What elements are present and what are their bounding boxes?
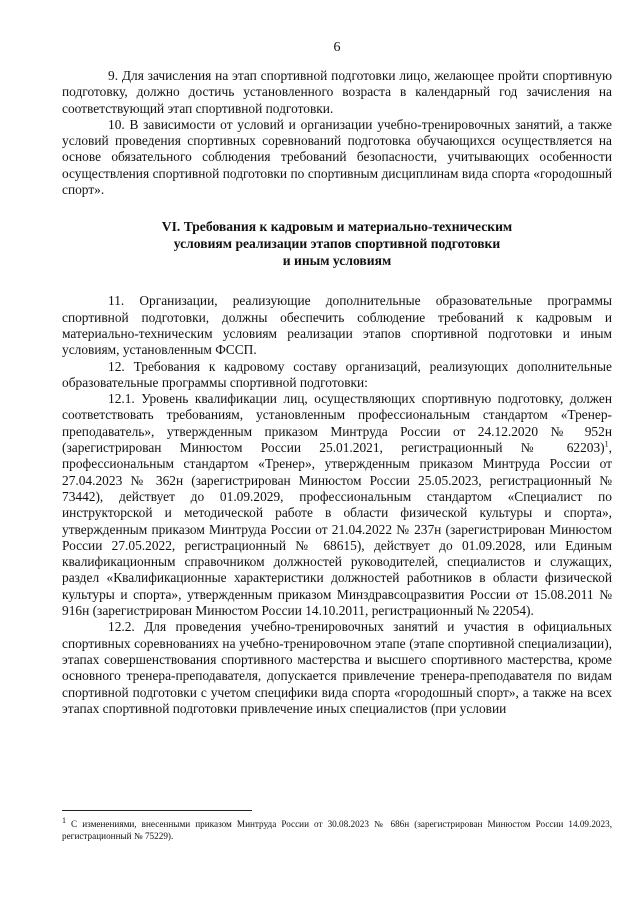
- footnote-text: С изменениями, внесенными приказом Минтруда России от 30.08.2023 № 686н (зарегистрирован Минюстом России 14.09.2023, регистрационный № 75229).: [62, 819, 612, 841]
- paragraph-10: 10. В зависимости от условий и организации учебно-тренировочных занятий, а также условий проведения спортивных соревнований подготовка обучающихся осуществляется на основе обязательного соблюдения требований безопасности, учитывающих особенности осуществления спортивной подготовки по спортивным дисциплинам вида спорта «городошный спорт».: [62, 116, 612, 198]
- paragraph-12-1-text-a: 12.1. Уровень квалификации лиц, осуществляющих спортивную подготовку, должен соответствовать требованиям, установленным профессиональным стандартом «Тренер-преподаватель», утвержденным приказом Минтруда России от 24.12.2020 № 952н (зарегистрирован Минюстом России 25.01.2021, регистрационный № 62203): [62, 391, 612, 456]
- footnote: [62, 815, 612, 842]
- paragraph-12: 12. Требования к кадровому составу организаций, реализующих дополнительные образовательные программы спортивной подготовки:: [62, 358, 612, 390]
- paragraph-9: 9. Для зачисления на этап спортивной подготовки лицо, желающее пройти спортивную подготовку, должно достичь установленного возраста в календарный год зачисления на соответствующий этап спортивной подготовки.: [62, 68, 612, 116]
- section-heading: [62, 218, 612, 269]
- paragraph-11: 11. Организации, реализующие дополнительные образовательные программы спортивной подготовки, должны обеспечить соблюдение требований к кадровым и материально-техническим условиям реализации этапов спортивной подготовки и иным условиям, установленным ФССП.: [62, 293, 612, 358]
- paragraph-12-2: 12.2. Для проведения учебно-тренировочных занятий и участия в официальных спортивных соревнованиях на учебно-тренировочном этапе (этапе спортивной специализации), этапах совершенствования спортивного мастерства и высшего спортивного мастерства, кроме основного тренера-преподавателя, допускается привлечение тренера-преподавателя по видам спортивной подготовки с учетом специфики вида спорта «городошный спорт», а также на всех этапах спортивной подготовки привлечение иных специалистов (при условии: [62, 619, 612, 716]
- section-heading-line-1: VI. Требования к кадровым и материально-техническим: [161, 219, 513, 235]
- section-heading-line-3: и иным условиям: [282, 253, 392, 269]
- footnote-mark: 1: [62, 815, 66, 825]
- section-heading-line-2: условиям реализации этапов спортивной подготовки: [173, 236, 501, 252]
- page-number: 6: [333, 40, 341, 55]
- footnote-separator: [62, 810, 252, 811]
- footnote-reference[interactable]: 1: [604, 439, 609, 449]
- paragraph-12-1: [62, 391, 612, 619]
- paragraph-12-1-text-b: , профессиональным стандартом «Тренер», утвержденным приказом Минтруда России от 27.04.2023 № 362н (зарегистрирован Минюстом России 25.05.2023, регистрационный № 73442), действует до 01.09.2029, профессиональным стандартом «Специалист по инструкторской и методической работе в области физической культуры и спорта», утвержденным приказом Минтруда России от 21.04.2022 № 237н (зарегистрирован Минюстом России 27.05.2022, регистрационный № 68615), действует до 01.09.2028, или Единым квалификационным справочником должностей руководителей, специалистов и служащих, раздел «Квалификационные характеристики должностей работников в области физической культуры и спорта», утвержденным приказом Минздравсоцразвития России от 15.08.2011 № 916н (зарегистрирован Минюстом России 14.10.2011, регистрационный № 22054).: [62, 440, 612, 619]
